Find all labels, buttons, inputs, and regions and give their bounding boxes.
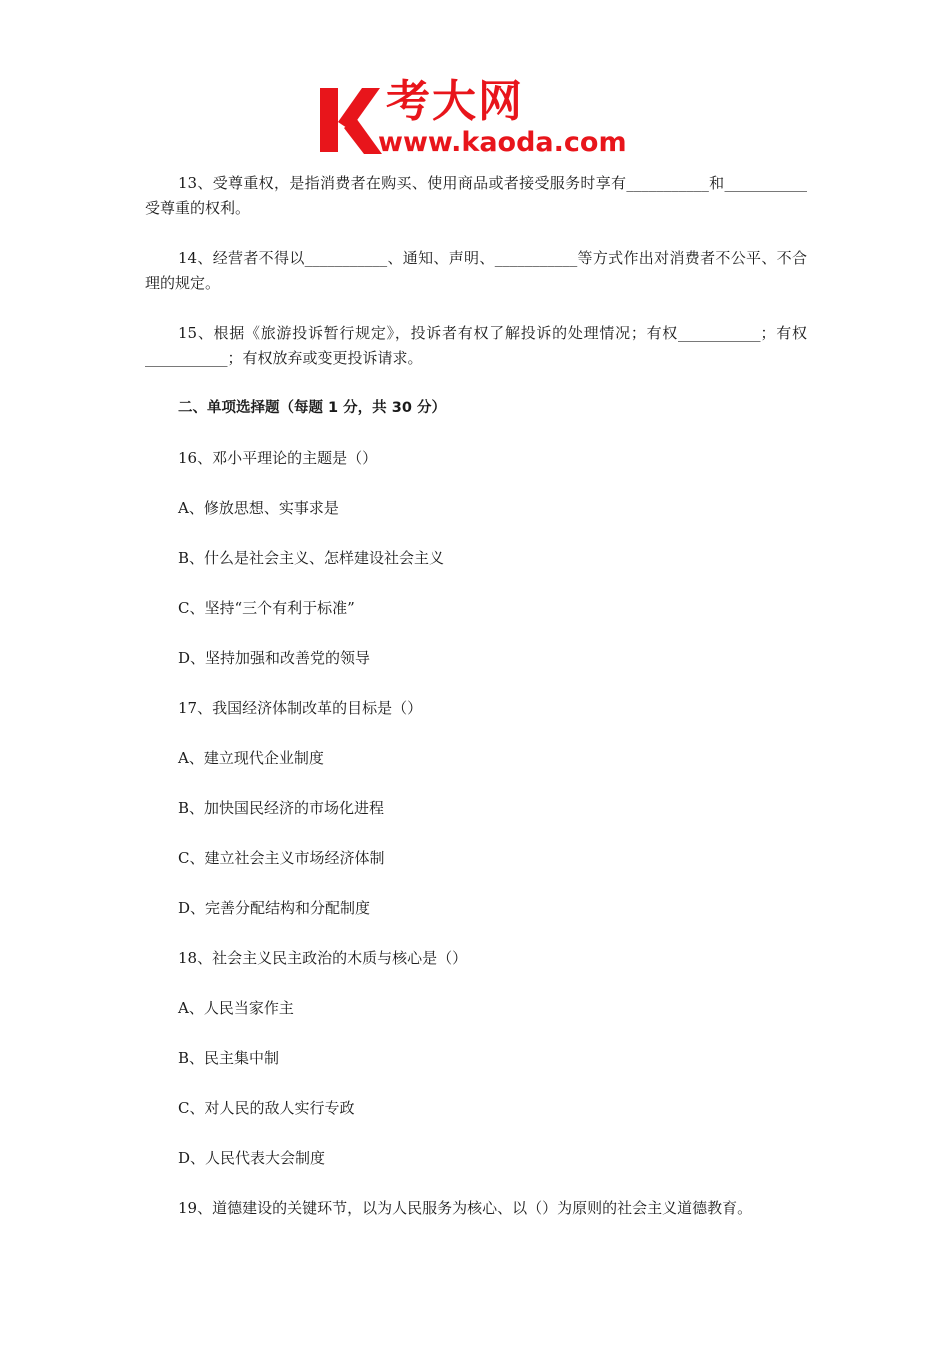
question-19-stem: 19、道德建设的关键环节，以为人民服务为核心、以（）为原则的社会主义道德教育。 <box>178 1199 753 1217</box>
question-18-option-c: C、对人民的敌人实行专政 <box>178 1099 355 1117</box>
question-16-option-c: C、坚持“三个有利于标准” <box>178 599 355 617</box>
question-13: 13、受尊重权，是指消费者在购买、使用商品或者接受服务时享有___________和___________受尊重的权利。 <box>145 174 807 217</box>
question-18-stem: 18、社会主义民主政治的木质与核心是（） <box>178 949 468 967</box>
kaoda-logo <box>318 76 640 160</box>
question-15: 15、根据《旅游投诉暂行规定》，投诉者有权了解投诉的处理情况；有权___________；有权___________；有权放弃或变更投诉请求。 <box>145 324 807 367</box>
question-18-option-b: B、民主集中制 <box>178 1049 280 1067</box>
question-17-stem: 17、我国经济体制改革的目标是（） <box>178 699 423 717</box>
question-17-option-d: D、完善分配结构和分配制度 <box>178 899 371 917</box>
question-18-option-d: D、人民代表大会制度 <box>178 1149 326 1167</box>
question-16-option-a: A、修放思想、实事求是 <box>178 499 339 517</box>
document-body <box>145 171 807 1221</box>
logo-chinese-text: 考大网 <box>386 76 524 127</box>
question-17-option-a: A、建立现代企业制度 <box>178 749 324 767</box>
question-16-option-b: B、什么是社会主义、怎样建设社会主义 <box>178 549 445 567</box>
question-17-option-c: C、建立社会主义市场经济体制 <box>178 849 385 867</box>
question-14: 14、经营者不得以___________、通知、声明、___________等方式作出对消费者不公平、不合理的规定。 <box>145 249 807 292</box>
k-logo-icon <box>318 84 382 156</box>
question-17-option-b: B、加快国民经济的市场化进程 <box>178 799 385 817</box>
question-16-stem: 16、邓小平理论的主题是（） <box>178 449 378 467</box>
question-18-option-a: A、人民当家作主 <box>178 999 294 1017</box>
question-16-option-d: D、坚持加强和改善党的领导 <box>178 649 371 667</box>
section-2-heading: 二、单项选择题（每题 1 分，共 30 分） <box>178 400 446 416</box>
logo-url-text: www.kaoda.com <box>378 127 627 158</box>
